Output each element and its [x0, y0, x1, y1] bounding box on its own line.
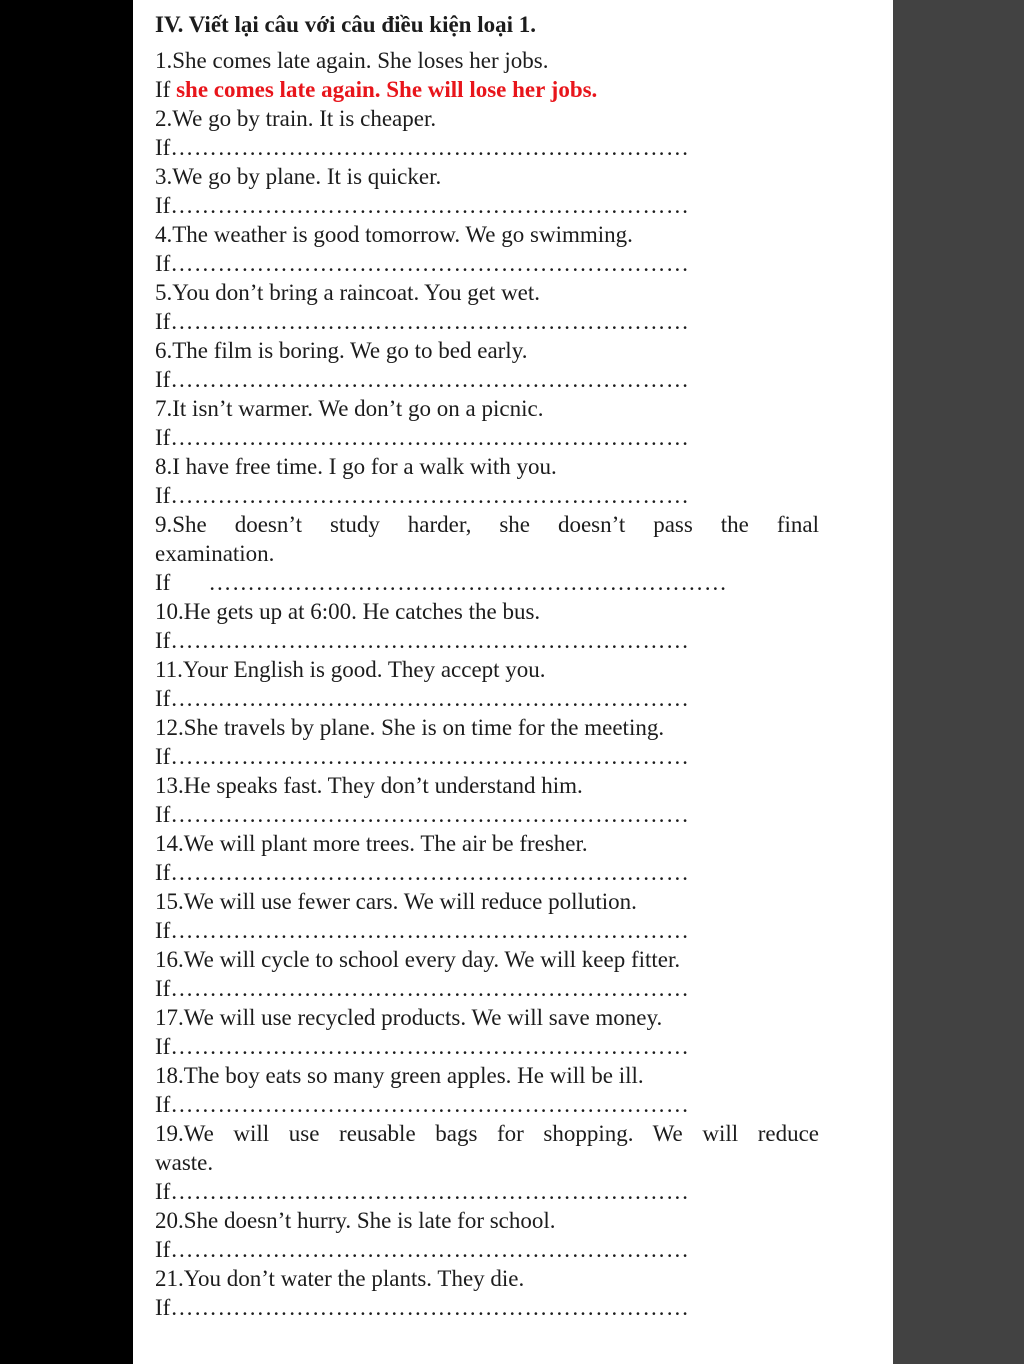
- example-answer-text: she comes late again. She will lose her jobs.: [176, 77, 598, 102]
- question-12: 12.She travels by plane. She is on time for the meeting.: [155, 715, 665, 740]
- example-if-prefix: If: [155, 77, 177, 102]
- answer-blank[interactable]: …………………………………………………………: [170, 193, 690, 218]
- answer-blank[interactable]: …………………………………………………………: [170, 802, 690, 827]
- if-prefix: If: [155, 744, 171, 769]
- answer-blank[interactable]: …………………………………………………………: [170, 1295, 690, 1320]
- question-8: 8.I have free time. I go for a walk with you.: [155, 454, 557, 479]
- if-prefix: If: [155, 1092, 171, 1117]
- answer-line-7[interactable]: [155, 423, 819, 452]
- question-17: 17.We will use recycled products. We will save money.: [155, 1005, 663, 1030]
- if-prefix: If: [155, 570, 171, 595]
- if-prefix: If: [155, 628, 171, 653]
- answer-line-21[interactable]: [155, 1293, 819, 1322]
- answer-blank[interactable]: …………………………………………………………: [170, 860, 690, 885]
- question-6: 6.The film is boring. We go to bed early.: [155, 338, 528, 363]
- answer-blank[interactable]: …………………………………………………………: [170, 483, 690, 508]
- question-20: 20.She doesn’t hurry. She is late for school.: [155, 1208, 556, 1233]
- question-2: 2.We go by train. It is cheaper.: [155, 106, 437, 131]
- answer-line-4[interactable]: [155, 249, 819, 278]
- answer-line-11[interactable]: [155, 684, 819, 713]
- answer-blank[interactable]: …………………………………………………………: [170, 1179, 690, 1204]
- answer-blank[interactable]: …………………………………………………………: [170, 918, 690, 943]
- answer-blank[interactable]: …………………………………………………………: [170, 744, 690, 769]
- question-5: 5.You don’t bring a raincoat. You get wet.: [155, 280, 541, 305]
- question-9-line-1: 9.She doesn’t study harder, she doesn’t pass the final: [155, 512, 819, 537]
- answer-blank[interactable]: …………………………………………………………: [170, 628, 690, 653]
- answer-blank[interactable]: …………………………………………………………: [170, 1034, 690, 1059]
- answer-blank[interactable]: …………………………………………………………: [170, 1092, 690, 1117]
- answer-line-16[interactable]: [155, 974, 819, 1003]
- question-13: 13.He speaks fast. They don’t understand him.: [155, 773, 583, 798]
- question-9-line-2: examination.: [155, 541, 275, 566]
- right-dark-band: [893, 0, 1024, 1364]
- answer-line-13[interactable]: [155, 800, 819, 829]
- answer-line-5[interactable]: [155, 307, 819, 336]
- if-prefix: If: [155, 1034, 171, 1059]
- answer-line-8[interactable]: [155, 481, 819, 510]
- if-prefix: If: [155, 860, 171, 885]
- exercise-title: IV. Viết lại câu với câu điều kiện loại 1.: [155, 12, 536, 37]
- example-answer: [155, 75, 819, 104]
- question-19-line-1: 19.We will use reusable bags for shopping. We will reduce: [155, 1121, 819, 1146]
- if-prefix: If: [155, 802, 171, 827]
- if-prefix: If: [155, 193, 171, 218]
- answer-line-12[interactable]: [155, 742, 819, 771]
- answer-blank[interactable]: …………………………………………………………: [170, 135, 690, 160]
- answer-blank[interactable]: …………………………………………………………: [170, 1237, 690, 1262]
- if-prefix: If: [155, 309, 171, 334]
- answer-line-14[interactable]: [155, 858, 819, 887]
- answer-blank[interactable]: …………………………………………………………: [170, 309, 690, 334]
- question-4: 4.The weather is good tomorrow. We go swimming.: [155, 222, 633, 247]
- answer-line-19[interactable]: [155, 1177, 819, 1206]
- answer-blank[interactable]: …………………………………………………………: [208, 570, 728, 595]
- if-prefix: If: [155, 918, 171, 943]
- answer-line-3[interactable]: [155, 191, 819, 220]
- if-prefix: If: [155, 1237, 171, 1262]
- answer-line-20[interactable]: [155, 1235, 819, 1264]
- example-question: 1.She comes late again. She loses her jobs.: [155, 48, 549, 73]
- answer-blank[interactable]: …………………………………………………………: [170, 686, 690, 711]
- answer-line-2[interactable]: [155, 133, 819, 162]
- answer-blank[interactable]: …………………………………………………………: [170, 976, 690, 1001]
- if-prefix: If: [155, 976, 171, 1001]
- answer-blank[interactable]: …………………………………………………………: [170, 251, 690, 276]
- if-prefix: If: [155, 483, 171, 508]
- question-7: 7.It isn’t warmer. We don’t go on a picnic.: [155, 396, 544, 421]
- answer-line-10[interactable]: [155, 626, 819, 655]
- question-14: 14.We will plant more trees. The air be fresher.: [155, 831, 588, 856]
- worksheet-content: [155, 8, 819, 1322]
- question-16: 16.We will cycle to school every day. We will keep fitter.: [155, 947, 681, 972]
- if-prefix: If: [155, 135, 171, 160]
- if-prefix: If: [155, 425, 171, 450]
- question-3: 3.We go by plane. It is quicker.: [155, 164, 442, 189]
- question-21: 21.You don’t water the plants. They die.: [155, 1266, 525, 1291]
- if-prefix: If: [155, 1295, 171, 1320]
- answer-line-9[interactable]: [155, 568, 819, 597]
- answer-line-17[interactable]: [155, 1032, 819, 1061]
- answer-line-6[interactable]: [155, 365, 819, 394]
- if-prefix: If: [155, 1179, 171, 1204]
- if-prefix: If: [155, 367, 171, 392]
- question-19-line-2: waste.: [155, 1150, 214, 1175]
- worksheet-page: [133, 0, 893, 1364]
- question-15: 15.We will use fewer cars. We will reduce pollution.: [155, 889, 637, 914]
- question-10: 10.He gets up at 6:00. He catches the bus.: [155, 599, 541, 624]
- question-18: 18.The boy eats so many green apples. He will be ill.: [155, 1063, 644, 1088]
- if-prefix: If: [155, 686, 171, 711]
- answer-line-18[interactable]: [155, 1090, 819, 1119]
- question-11: 11.Your English is good. They accept you.: [155, 657, 546, 682]
- answer-line-15[interactable]: [155, 916, 819, 945]
- answer-blank[interactable]: …………………………………………………………: [170, 367, 690, 392]
- if-prefix: If: [155, 251, 171, 276]
- answer-blank[interactable]: …………………………………………………………: [170, 425, 690, 450]
